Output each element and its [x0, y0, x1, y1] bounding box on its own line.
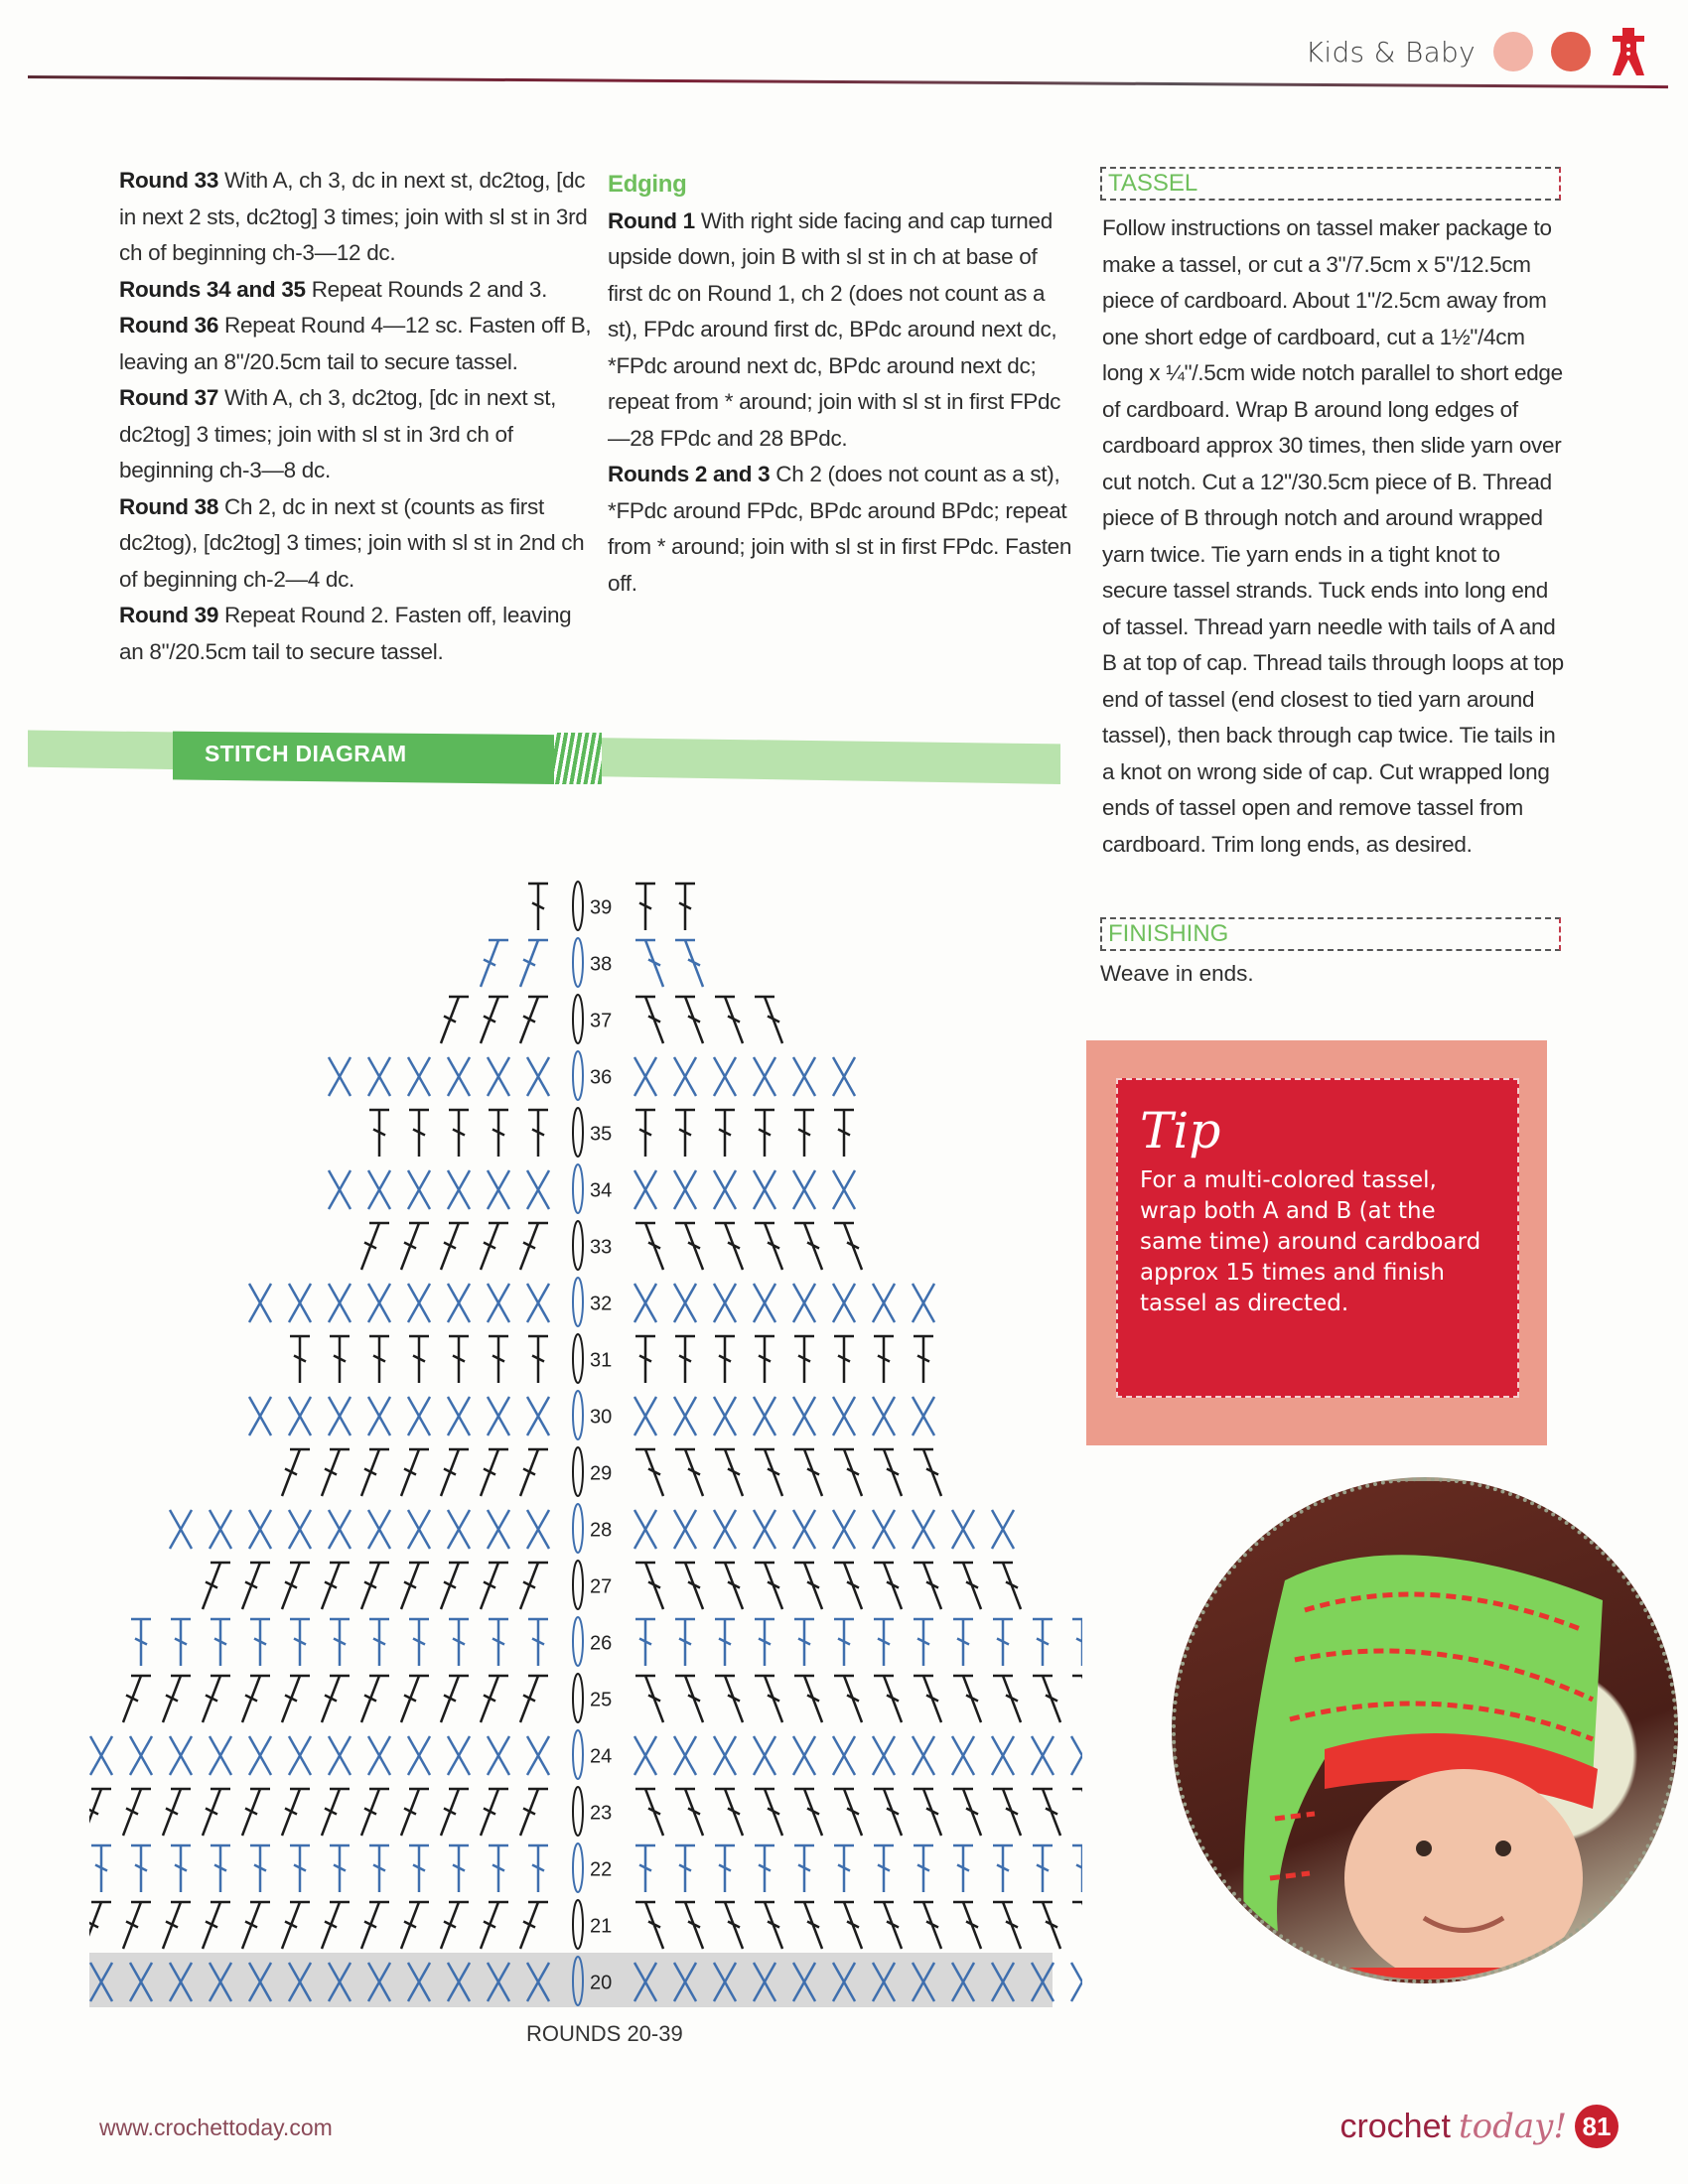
svg-text:21: 21	[590, 1915, 613, 1938]
svg-text:30: 30	[590, 1406, 613, 1429]
stitch-diagram-banner	[28, 727, 1060, 784]
gingerbread-icon	[1609, 26, 1648, 77]
tip-box	[1086, 1040, 1547, 1445]
round-33	[361, 1221, 862, 1270]
round-31	[290, 1334, 933, 1383]
round-22	[89, 1843, 1082, 1892]
diagram-caption: ROUNDS 20-39	[526, 2021, 683, 2046]
round-39: Round 39 Repeat Round 2. Fasten off, leaving an 8"/20.5cm tail to secure tassel.	[119, 603, 572, 664]
svg-text:33: 33	[590, 1236, 613, 1259]
page-header	[1306, 26, 1648, 77]
round-26	[131, 1617, 1082, 1666]
round-36	[329, 1051, 855, 1100]
edging-round-1: Round 1 With right side facing and cap turned upside down, join B with sl st in ch at base of first dc on Round 1, ch 2 (does not count as a st), FPdc around first dc, BPdc around next dc, *FPdc around next dc, BPdc around next dc; repeat from * around; join with sl st in first FPdc—28 FPdc and 28 BPdc.	[608, 207, 1061, 451]
mid-dot-icon	[1551, 32, 1591, 71]
round-39	[528, 882, 695, 930]
tassel-text: Follow instructions on tassel maker package to make a tassel, or cut a 3"/7.5cm x 5"/12.5cm piece of cardboard. About 1"/2.5cm away from one short edge of cardboard, cut a 1½"/4cm long x ¼"/.5cm wide notch parallel to short edge of cardboard. Wrap B around long edges of cardboard approx 30 times, then slide yarn over cut notch. Cut a 12"/30.5cm piece of B. Thread piece of B through notch and around wrapped yarn twice. Tie yarn ends in a tight knot to secure tassel strands. Tuck ends into long end of tassel. Thread yarn needle with tails of A and B at top of cap. Thread tails through loops at top end of tassel (end closest to tied yarn around tassel), then back through cap twice. Tie tails in a knot on wrong side of cap. Cut wrapped long ends of tassel open and remove tassel from cardboard. Trim long ends, as desired.	[1102, 215, 1564, 857]
middle-column	[608, 167, 1074, 602]
round-30	[249, 1391, 934, 1439]
round-36: Round 36 Repeat Round 4—12 sc. Fasten off B, leaving an 8"/20.5cm tail to secure tassel.	[119, 313, 592, 374]
finishing-text: Weave in ends.	[1100, 961, 1254, 986]
tip-body: For a multi-colored tassel, wrap both A and B (at the same time) around cardboard approx 15 times and finish tassel as directed.	[1140, 1167, 1481, 1316]
footer-brand	[1339, 2105, 1618, 2148]
svg-text:22: 22	[590, 1858, 613, 1881]
edging-rounds-2-3: Rounds 2 and 3 Ch 2 (does not count as a st), *FPdc around FPdc, BPdc around BPdc; repeat from * around; join with sl st in first FPdc. Fasten off.	[608, 462, 1072, 596]
round-37: Round 37 With A, ch 3, dc2tog, [dc in next st, dc2tog] 3 times; join with sl st in 3rd ch of beginning ch-3—8 dc.	[119, 385, 557, 482]
svg-text:36: 36	[590, 1066, 613, 1089]
rounds-34-35: Rounds 34 and 35 Repeat Rounds 2 and 3.	[119, 276, 548, 302]
svg-text:24: 24	[590, 1745, 613, 1768]
svg-text:38: 38	[590, 953, 613, 976]
child-hat-photo	[1172, 1477, 1678, 1983]
round-35	[369, 1108, 854, 1157]
svg-text:34: 34	[590, 1179, 613, 1202]
round-28	[170, 1504, 1014, 1553]
round-38: Round 38 Ch 2, dc in next st (counts as first dc2tog), [dc2tog] 3 times; join with sl st in 2nd ch of beginning ch-2—4 dc.	[119, 493, 585, 592]
tip-inner	[1116, 1078, 1519, 1398]
finishing-heading: FINISHING	[1100, 917, 1561, 951]
stitch-diagram	[89, 854, 1082, 2025]
round-32	[249, 1278, 934, 1326]
round-20	[89, 1953, 1082, 2007]
svg-text:29: 29	[590, 1462, 613, 1485]
svg-text:32: 32	[590, 1293, 613, 1315]
round-21	[89, 1900, 1082, 1949]
round-33: Round 33 With A, ch 3, dc in next st, dc2tog, [dc in next 2 sts, dc2tog] 3 times; join with sl st in 3rd ch of beginning ch-3—12 dc.	[119, 168, 588, 265]
svg-text:27: 27	[590, 1575, 613, 1598]
edging-heading: Edging	[608, 171, 687, 198]
round-24	[89, 1730, 1082, 1779]
svg-text:39: 39	[590, 896, 613, 919]
banner-title: STITCH DIAGRAM	[205, 741, 407, 766]
hat-illustration	[1176, 1481, 1678, 1983]
round-34	[329, 1164, 855, 1213]
svg-text:23: 23	[590, 1802, 613, 1825]
section-label: Kids & Baby	[1305, 35, 1476, 68]
brand-name: crochet	[1339, 2107, 1451, 2145]
page-number: 81	[1575, 2105, 1618, 2148]
brand-name-script: today!	[1458, 2107, 1567, 2146]
svg-text:26: 26	[590, 1632, 613, 1655]
round-38	[481, 938, 703, 987]
svg-text:35: 35	[590, 1123, 613, 1146]
round-23	[89, 1787, 1082, 1836]
tassel-heading: TASSEL	[1100, 167, 1561, 201]
left-column	[119, 163, 596, 670]
svg-text:31: 31	[590, 1349, 613, 1372]
svg-text:28: 28	[590, 1519, 613, 1542]
footer-url[interactable]: www.crochettoday.com	[99, 2115, 333, 2140]
svg-text:37: 37	[590, 1010, 613, 1032]
round-25	[123, 1674, 1082, 1722]
light-dot-icon	[1493, 32, 1533, 71]
round-37	[441, 995, 782, 1043]
svg-text:25: 25	[590, 1689, 613, 1711]
tip-title: Tip	[1140, 1102, 1221, 1160]
round-27	[203, 1561, 1021, 1609]
round-29	[282, 1447, 941, 1496]
svg-text:20: 20	[590, 1972, 613, 1994]
